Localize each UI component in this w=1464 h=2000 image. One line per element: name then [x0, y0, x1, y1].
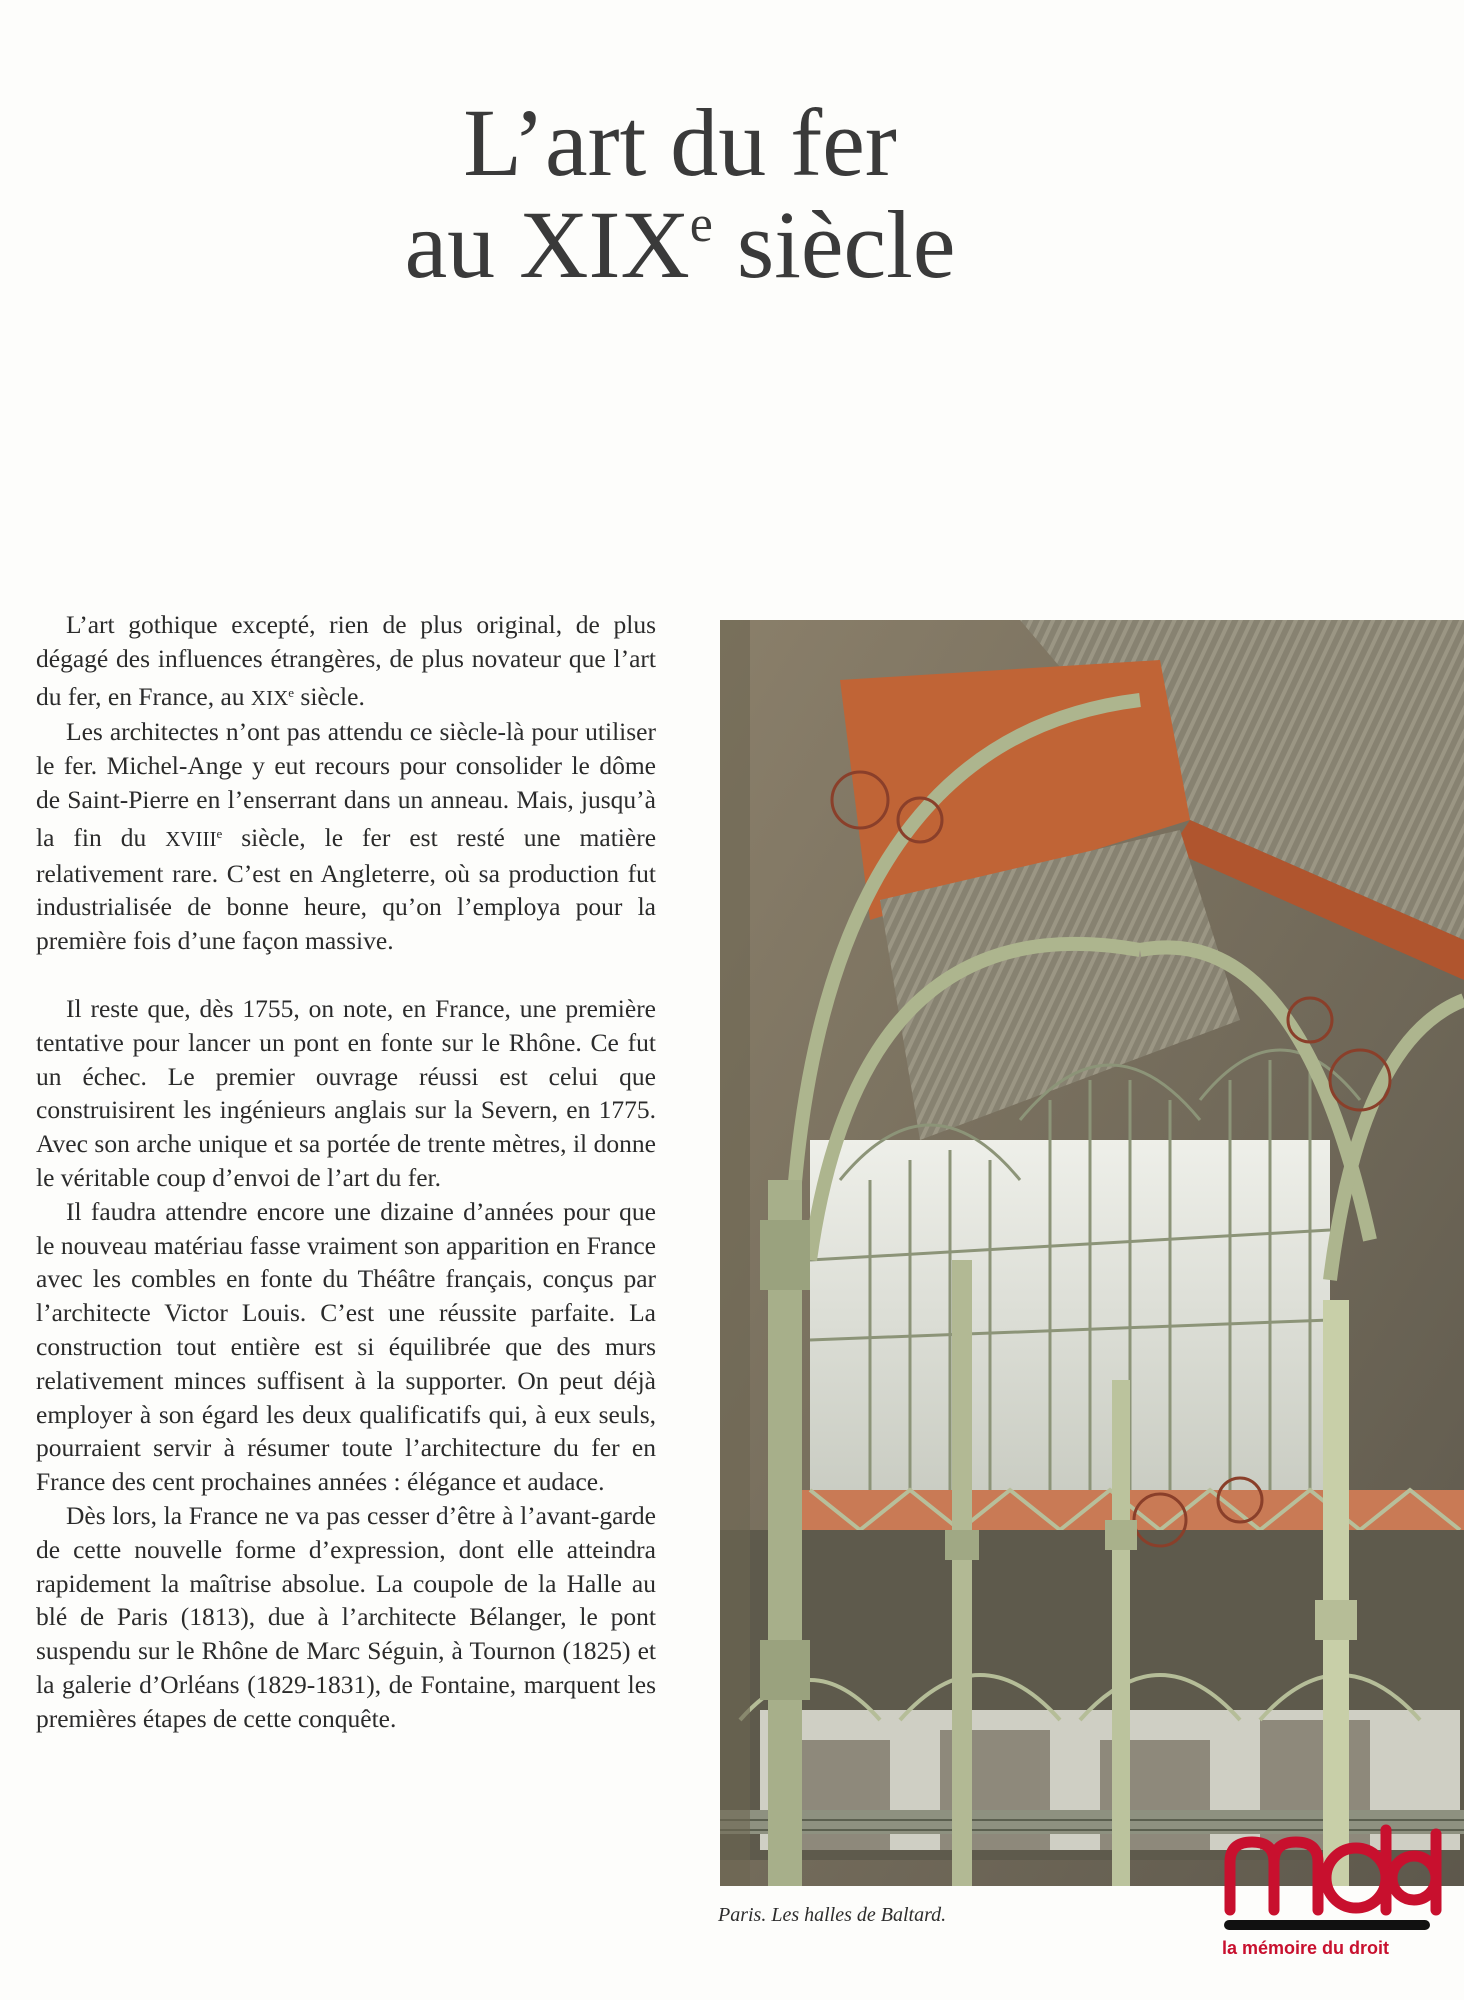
article-body	[36, 608, 656, 1736]
title-line-2: au XIX	[404, 191, 690, 298]
mdd-logo	[1222, 1820, 1452, 1970]
title-superscript: e	[689, 196, 713, 253]
small-caps-century: XIXe	[250, 684, 295, 710]
logo-mark-icon	[1222, 1820, 1442, 1916]
page-title	[0, 89, 1360, 298]
photo-caption: Paris. Les halles de Baltard.	[718, 1904, 947, 1926]
logo-underline	[1224, 1920, 1430, 1930]
paragraph-3: Il reste que, dès 1755, on note, en France, une première tentative pour lancer un pont en fonte sur le Rhône. Ce fut un échec. Le premier ouvrage réussi est celui que construisirent les ingénieurs anglais sur la Severn, en 1775. Avec son arche unique et sa portée de trente mètres, il donne le véritable coup d’envoi de l’art du fer.	[36, 993, 656, 1192]
paragraph-4: Il faudra attendre encore une dizaine d’années pour que le nouveau matériau fasse vraiment son apparition en France avec les combles en fonte du Théâtre français, conçus par l’architecte Victor Louis. C’est une réussite parfaite. La construction tout entière est si équilibrée que des murs relativement minces suffisent à la supporter. On peut déjà employer à son égard les deux qualificatifs qui, à eux seuls, pourraient servir à résumer toute l’architecture du fer en France des cent prochaines années : élégance et audace.	[36, 1196, 656, 1497]
paragraph-2: Les architectes n’ont pas attendu ce siècle-là pour utiliser le fer. Michel-Ange y eut recours pour consolider le dôme de Saint-Pierre en l’enserrant dans un anneau. Mais, jusqu’à la fin du XVIIIe siècle, le fer est resté une matière relativement rare. C’est en Angleterre, où sa production fut industrialisée de bonne heure, qu’on l’employa pour la première fois d’une façon massive.	[36, 717, 657, 956]
title-line-2-end: siècle	[712, 191, 956, 298]
iron-hall-illustration	[720, 620, 1464, 1886]
logo-text: la mémoire du droit	[1222, 1938, 1390, 1958]
small-caps-century: XVIIIe	[165, 825, 223, 851]
paragraph-5: Dès lors, la France ne va pas cesser d’être à l’avant-garde de cette nouvelle forme d’expression, dont elle atteindra rapidement la maîtrise absolue. La coupole de la Halle au blé de Paris (1813), due à l’architecte Bélanger, le pont suspendu sur le Rhône de Marc Séguin, à Tournon (1825) et la galerie d’Orléans (1829-1831), de Fontaine, marquent les premières étapes de cette conquête.	[36, 1500, 656, 1733]
paragraph-1: L’art gothique excepté, rien de plus original, de plus dégagé des influences étrangères, de plus novateur que l’art du fer, en France, au XIXe siècle.	[36, 610, 656, 711]
baltard-halles-photo	[720, 620, 1464, 1886]
title-line-1: L’art du fer	[463, 89, 897, 196]
